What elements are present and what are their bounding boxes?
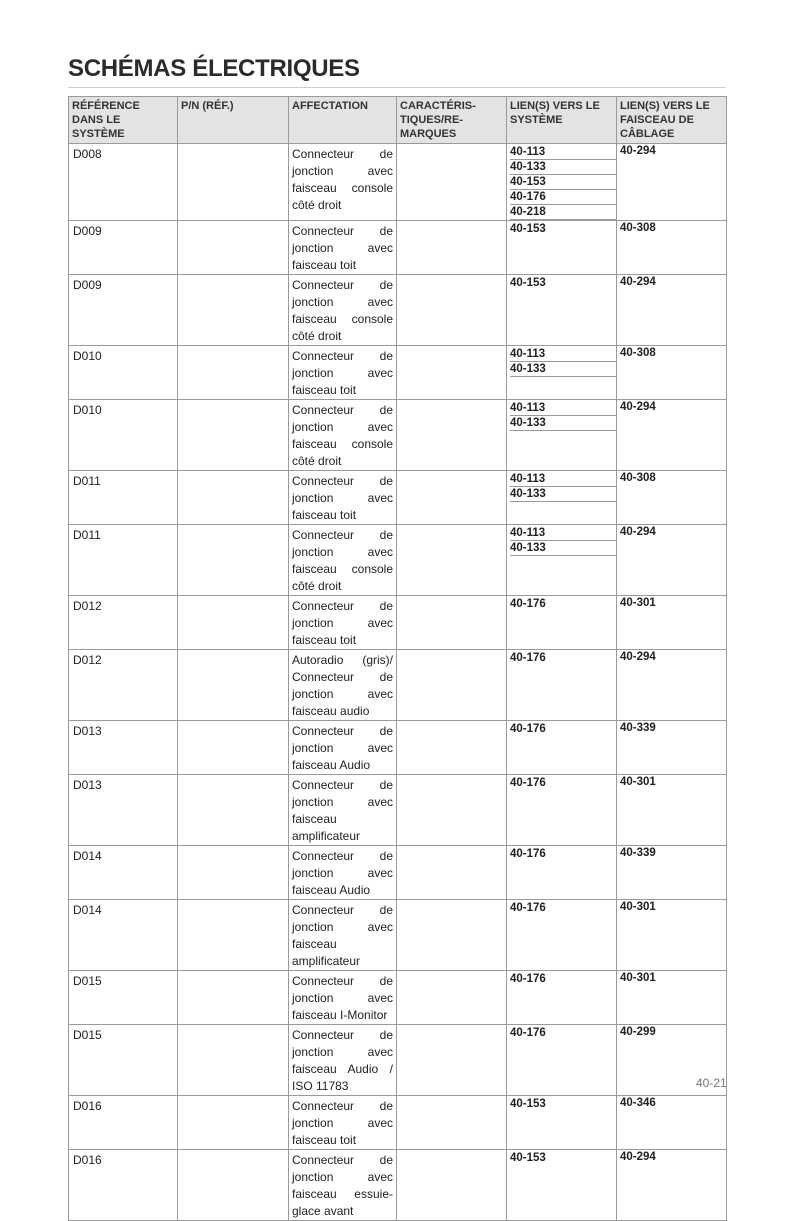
- table-row: [69, 596, 727, 650]
- header-characteristics: CARACTÉRIS-TIQUES/RE-MARQUES: [397, 97, 507, 144]
- cell-harness-link: 40-301: [617, 775, 727, 846]
- table-row: [69, 721, 727, 775]
- cell-harness-link: 40-294: [617, 650, 727, 721]
- cell-harness-link: 40-308: [617, 346, 727, 400]
- cell-part-number: [178, 596, 289, 650]
- system-link: 40-176: [510, 598, 546, 610]
- cell-part-number: [178, 471, 289, 525]
- cell-harness-link: 40-301: [617, 971, 727, 1025]
- cell-characteristics: [397, 275, 507, 346]
- cell-characteristics: [397, 1025, 507, 1096]
- system-link: 40-113: [510, 526, 616, 541]
- cell-harness-link: 40-294: [617, 144, 727, 221]
- cell-reference: D013: [69, 721, 178, 775]
- cell-harness-link: 40-339: [617, 721, 727, 775]
- table-row: [69, 525, 727, 596]
- cell-affectation: Connecteur de jonction avec faisceau toit: [289, 596, 397, 650]
- cell-part-number: [178, 650, 289, 721]
- cell-reference: D012: [69, 596, 178, 650]
- table-row: [69, 275, 727, 346]
- system-link: 40-113: [510, 347, 616, 362]
- header-affectation: AFFECTATION: [289, 97, 397, 144]
- system-link: 40-176: [510, 723, 546, 735]
- cell-affectation: Connecteur de jonction avec faisceau console côté droit: [289, 275, 397, 346]
- cell-harness-link: 40-301: [617, 596, 727, 650]
- table-row: [69, 775, 727, 846]
- system-link: 40-113: [510, 145, 616, 160]
- cell-harness-link: 40-301: [617, 900, 727, 971]
- cell-harness-link: 40-294: [617, 1150, 727, 1221]
- wiring-reference-table: [68, 96, 727, 1221]
- cell-system-links: [507, 525, 617, 596]
- cell-affectation: Connecteur de jonction avec faisceau toit: [289, 471, 397, 525]
- cell-reference: D015: [69, 1025, 178, 1096]
- cell-part-number: [178, 721, 289, 775]
- cell-characteristics: [397, 775, 507, 846]
- cell-part-number: [178, 346, 289, 400]
- cell-harness-link: 40-299: [617, 1025, 727, 1096]
- cell-affectation: Connecteur de jonction avec faisceau toit: [289, 346, 397, 400]
- cell-harness-link: 40-294: [617, 275, 727, 346]
- cell-affectation: Connecteur de jonction avec faisceau amplificateur: [289, 775, 397, 846]
- cell-system-links: [507, 400, 617, 471]
- cell-affectation: Connecteur de jonction avec faisceau Audio: [289, 846, 397, 900]
- cell-part-number: [178, 1096, 289, 1150]
- system-link: 40-133: [510, 362, 616, 377]
- cell-reference: D011: [69, 471, 178, 525]
- cell-reference: D014: [69, 846, 178, 900]
- cell-part-number: [178, 900, 289, 971]
- cell-system-links: [507, 221, 617, 275]
- cell-part-number: [178, 971, 289, 1025]
- cell-system-links: [507, 775, 617, 846]
- cell-part-number: [178, 525, 289, 596]
- cell-characteristics: [397, 596, 507, 650]
- system-link: 40-176: [510, 652, 546, 664]
- system-link: 40-176: [510, 777, 546, 789]
- header-part-number: P/N (RÉF.): [178, 97, 289, 144]
- cell-characteristics: [397, 846, 507, 900]
- cell-characteristics: [397, 525, 507, 596]
- cell-part-number: [178, 144, 289, 221]
- cell-characteristics: [397, 400, 507, 471]
- table-row: [69, 650, 727, 721]
- table-row: [69, 1025, 727, 1096]
- cell-harness-link: 40-308: [617, 221, 727, 275]
- table-row: [69, 400, 727, 471]
- system-link: 40-153: [510, 277, 546, 289]
- system-link: 40-176: [510, 848, 546, 860]
- table-row: [69, 471, 727, 525]
- cell-affectation: Connecteur de jonction avec faisceau Audio: [289, 721, 397, 775]
- header-system-links: LIEN(S) VERS LE SYSTÈME: [507, 97, 617, 144]
- cell-part-number: [178, 846, 289, 900]
- cell-part-number: [178, 775, 289, 846]
- system-link: 40-176: [510, 902, 546, 914]
- table-row: [69, 221, 727, 275]
- cell-characteristics: [397, 721, 507, 775]
- cell-part-number: [178, 221, 289, 275]
- system-link: 40-176: [510, 190, 616, 205]
- cell-affectation: Connecteur de jonction avec faisceau essuie-glace avant: [289, 1150, 397, 1221]
- cell-system-links: [507, 1096, 617, 1150]
- cell-system-links: [507, 721, 617, 775]
- system-link: 40-153: [510, 1098, 546, 1110]
- cell-affectation: Connecteur de jonction avec faisceau Audio / ISO 11783: [289, 1025, 397, 1096]
- system-link: 40-218: [510, 205, 616, 220]
- cell-characteristics: [397, 900, 507, 971]
- table-row: [69, 144, 727, 221]
- cell-affectation: Connecteur de jonction avec faisceau toit: [289, 1096, 397, 1150]
- cell-characteristics: [397, 971, 507, 1025]
- cell-affectation: Connecteur de jonction avec faisceau I-Monitor: [289, 971, 397, 1025]
- cell-system-links: [507, 596, 617, 650]
- cell-reference: D009: [69, 275, 178, 346]
- system-link: 40-153: [510, 1152, 546, 1164]
- cell-affectation: Connecteur de jonction avec faisceau amplificateur: [289, 900, 397, 971]
- header-harness-links: LIEN(S) VERS LE FAISCEAU DE CÂBLAGE: [617, 97, 727, 144]
- cell-part-number: [178, 400, 289, 471]
- system-link: 40-176: [510, 973, 546, 985]
- cell-affectation: Connecteur de jonction avec faisceau console côté droit: [289, 400, 397, 471]
- cell-characteristics: [397, 471, 507, 525]
- cell-characteristics: [397, 1096, 507, 1150]
- table-row: [69, 900, 727, 971]
- cell-characteristics: [397, 1150, 507, 1221]
- page-title: SCHÉMAS ÉLECTRIQUES: [68, 55, 360, 82]
- table-row: [69, 846, 727, 900]
- cell-affectation: Connecteur de jonction avec faisceau console côté droit: [289, 144, 397, 221]
- cell-system-links: [507, 471, 617, 525]
- cell-part-number: [178, 1025, 289, 1096]
- cell-affectation: Connecteur de jonction avec faisceau toit: [289, 221, 397, 275]
- cell-reference: D016: [69, 1150, 178, 1221]
- cell-characteristics: [397, 144, 507, 221]
- cell-affectation: Autoradio (gris)/ Connecteur de jonction avec faisceau audio: [289, 650, 397, 721]
- system-link: 40-133: [510, 541, 616, 556]
- cell-part-number: [178, 1150, 289, 1221]
- page-number: 40-21: [696, 1076, 727, 1090]
- cell-reference: D011: [69, 525, 178, 596]
- cell-system-links: [507, 275, 617, 346]
- cell-reference: D008: [69, 144, 178, 221]
- cell-system-links: [507, 1025, 617, 1096]
- system-link: 40-113: [510, 401, 616, 416]
- cell-system-links: [507, 971, 617, 1025]
- system-link: 40-153: [510, 175, 616, 190]
- system-link: 40-133: [510, 160, 616, 175]
- cell-reference: D016: [69, 1096, 178, 1150]
- system-link: 40-133: [510, 416, 616, 431]
- title-divider: [68, 87, 726, 88]
- cell-affectation: Connecteur de jonction avec faisceau console côté droit: [289, 525, 397, 596]
- cell-characteristics: [397, 650, 507, 721]
- table-row: [69, 1150, 727, 1221]
- cell-system-links: [507, 346, 617, 400]
- cell-system-links: [507, 1150, 617, 1221]
- cell-system-links: [507, 144, 617, 221]
- cell-system-links: [507, 846, 617, 900]
- cell-characteristics: [397, 221, 507, 275]
- cell-part-number: [178, 275, 289, 346]
- cell-harness-link: 40-346: [617, 1096, 727, 1150]
- cell-reference: D010: [69, 400, 178, 471]
- system-link: 40-113: [510, 472, 616, 487]
- table-body: [69, 144, 727, 1221]
- cell-reference: D014: [69, 900, 178, 971]
- table-row: [69, 346, 727, 400]
- cell-harness-link: 40-308: [617, 471, 727, 525]
- table-row: [69, 1096, 727, 1150]
- system-link: 40-133: [510, 487, 616, 502]
- cell-system-links: [507, 650, 617, 721]
- cell-reference: D012: [69, 650, 178, 721]
- cell-harness-link: 40-294: [617, 525, 727, 596]
- cell-system-links: [507, 900, 617, 971]
- cell-reference: D013: [69, 775, 178, 846]
- system-link: 40-153: [510, 223, 546, 235]
- cell-harness-link: 40-339: [617, 846, 727, 900]
- cell-harness-link: 40-294: [617, 400, 727, 471]
- cell-reference: D009: [69, 221, 178, 275]
- table-row: [69, 971, 727, 1025]
- table-header-row: [69, 97, 727, 144]
- cell-reference: D010: [69, 346, 178, 400]
- cell-reference: D015: [69, 971, 178, 1025]
- header-reference: RÉFÉRENCE DANS LE SYSTÈME: [69, 97, 178, 144]
- system-link: 40-176: [510, 1027, 546, 1039]
- cell-characteristics: [397, 346, 507, 400]
